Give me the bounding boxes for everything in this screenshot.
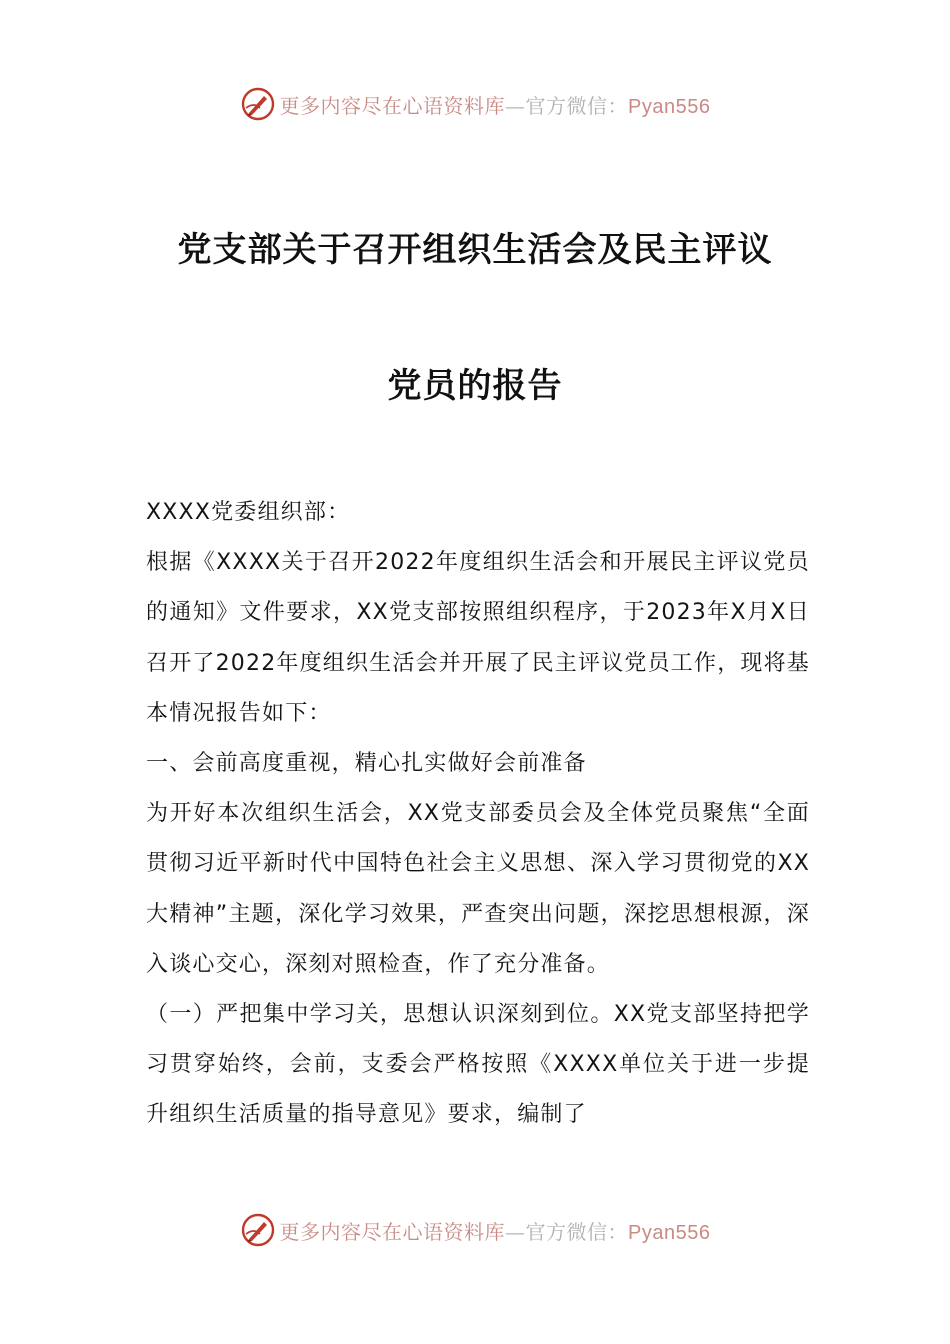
watermark-header	[0, 84, 950, 124]
salutation: XXXX党委组织部：	[146, 500, 351, 525]
document-title-line1: 党支部关于召开组织生活会及民主评议	[177, 230, 773, 270]
pen-logo-icon	[240, 1212, 276, 1248]
paragraph-preparation: 为开好本次组织生活会，XX党支部委员会及全体党员聚焦“全面贯彻习近平新时代中国特色社会主义思想、深入学习贯彻党的XX大精神”主题，深化学习效果，严查突出问题，深挖思想根源，深入谈心交心，深刻对照检查，作了充分准备。	[146, 801, 810, 977]
section-heading-1: 一、会前高度重视，精心扎实做好会前准备	[146, 751, 587, 777]
watermark-footer	[0, 1210, 950, 1250]
paragraph-study: （一）严把集中学习关，思想认识深刻到位。XX党支部坚持把学习贯穿始终，会前，支委会严格按照《XXXX单位关于进一步提升组织生活质量的指导意见》要求，编制了	[146, 1002, 810, 1128]
watermark-text: 更多内容尽在心语资料库—官方微信：Pyan556	[279, 93, 711, 118]
watermark-text: 更多内容尽在心语资料库—官方微信：Pyan556	[279, 1219, 711, 1244]
document-body	[146, 488, 810, 1141]
paragraph-intro: 根据《XXXX关于召开2022年度组织生活会和开展民主评议党员的通知》文件要求，XX党支部按照组织程序，于2023年X月X日召开了2022年度组织生活会并开展了民主评议党员工作，现将基本情况报告如下：	[146, 550, 810, 726]
pen-logo-icon	[240, 86, 276, 122]
document-title-line2: 党员的报告	[387, 366, 563, 406]
